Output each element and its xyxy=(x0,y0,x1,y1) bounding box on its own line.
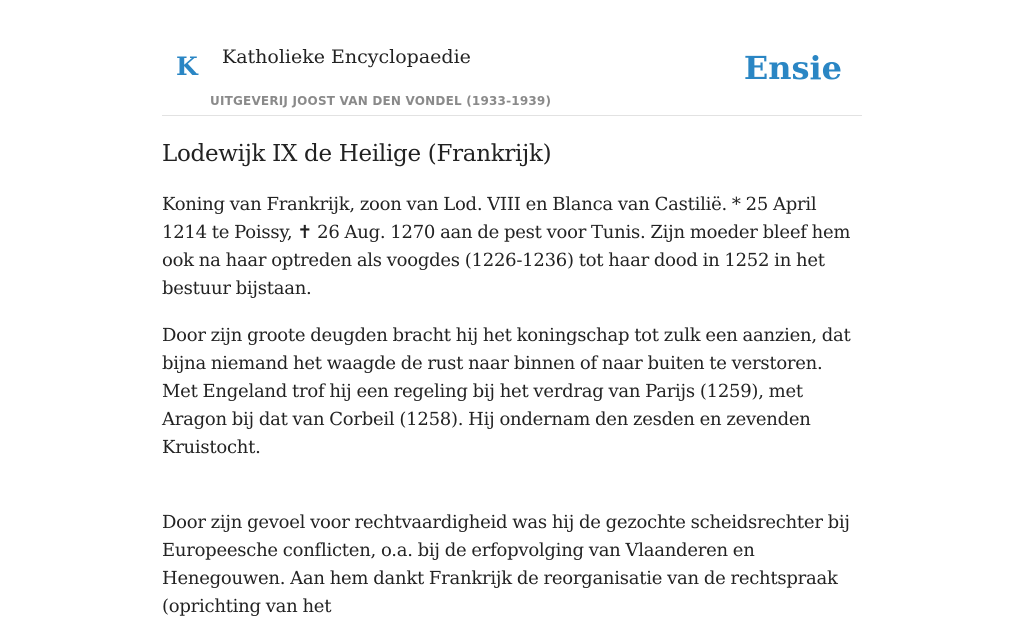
article-paragraph: Door zijn gevoel voor rechtvaardigheid was hij de gezochte scheidsrechter bij Europeesche conflicten, o.a. bij de erfopvolging van Vlaanderen en Henegouwen. Aan hem dankt Frankrijk de reorganisatie van de rechtspraak (oprichting van het xyxy=(162,512,850,617)
article-title: Lodewijk IX de Heilige (Frankrijk) xyxy=(162,141,552,167)
site-header xyxy=(162,0,862,116)
article xyxy=(162,138,862,621)
article-paragraph: Door zijn groote deugden bracht hij het koningschap tot zulk een aanzien, dat bijna niemand het waagde de rust naar binnen of naar buiten te verstoren. Met Engeland trof hij een regeling bij het verdrag van Parijs (1259), met Aragon bij dat van Corbeil (1258). Hij ondernam den zesden en zevenden Kruistocht. xyxy=(162,325,851,458)
publisher-label: UITGEVERIJ JOOST VAN DEN VONDEL (1933-1939) xyxy=(210,94,552,108)
ensie-logo-link[interactable]: Ensie xyxy=(743,49,842,87)
article-paragraph: Koning van Frankrijk, zoon van Lod. VIII en Blanca van Castilië. * 25 April 1214 te Poissy, ✝ 26 Aug. 1270 aan de pest voor Tunis. Zijn moeder bleef hem ook na haar optreden als voogdes (1226-1236) tot haar dood in 1252 in het bestuur bijstaan. xyxy=(162,194,851,299)
encyclopedia-title: Katholieke Encyclopaedie xyxy=(222,46,471,68)
encyclopedia-logo[interactable]: K xyxy=(176,52,198,81)
